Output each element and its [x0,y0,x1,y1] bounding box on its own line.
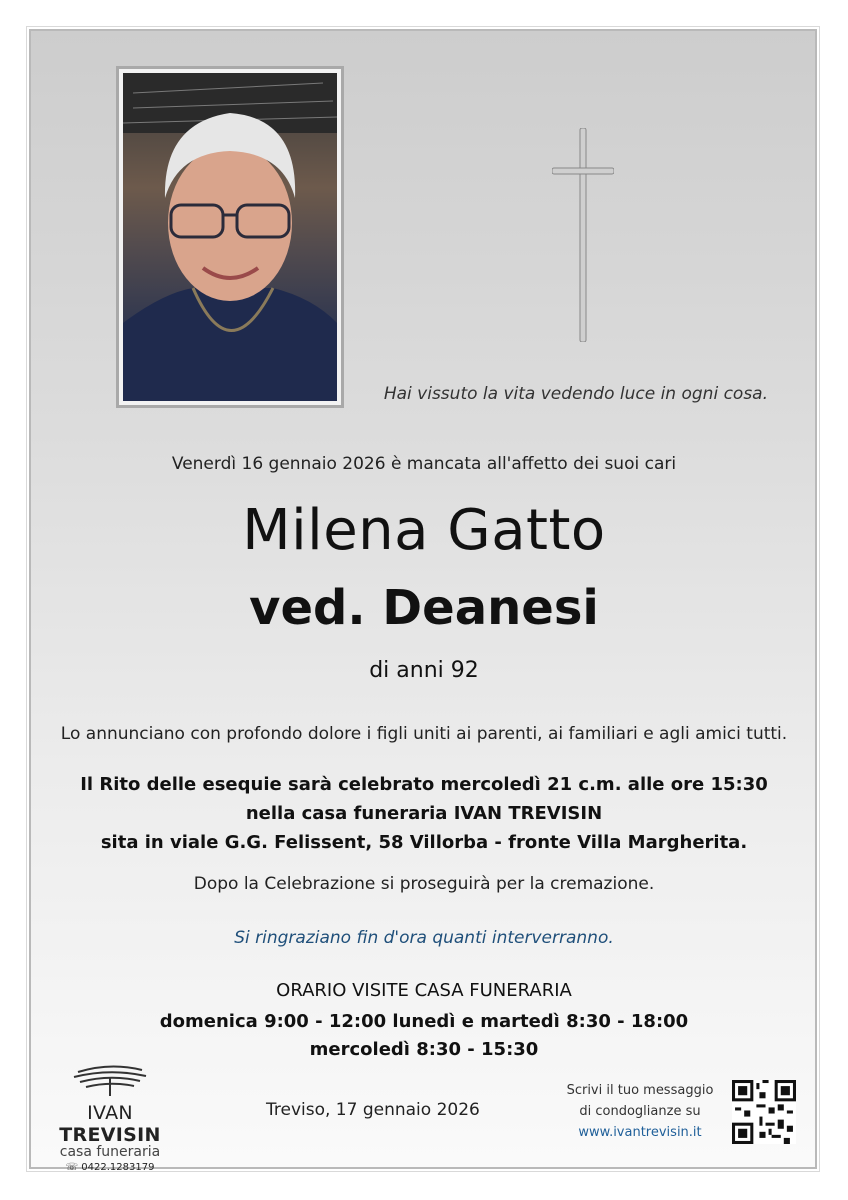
deceased-age: di anni 92 [369,658,479,683]
cross-icon [552,128,614,342]
visiting-hours-title: ORARIO VISITE CASA FUNERARIA [276,980,572,1001]
death-announcement-intro: Venerdì 16 gennaio 2026 è mancata all'affetto dei suoi cari [171,454,677,474]
website-link[interactable]: www.ivantrevisin.it [578,1125,702,1140]
phone: ☏ 0422.1283179 [65,1162,155,1173]
condolence-info [560,1080,720,1143]
place-date: Treviso, 17 gennaio 2026 [266,1100,480,1120]
condolence-text: Scrivi il tuo messaggio [566,1083,714,1098]
rite-line: sita in viale G.G. Felissent, 58 Villorba - fronte Villa Margherita. [100,832,748,853]
family-announcement: Lo annunciano con profondo dolore i figli uniti ai parenti, ai familiari e agli amici tutti. [60,724,788,744]
rite-line: nella casa funeraria IVAN TREVISIN [245,803,603,824]
logo-text: IVAN TREVISIN [59,1102,161,1146]
visiting-hours [0,1008,848,1064]
funeral-rite-details [0,770,848,857]
qr-code-icon[interactable] [732,1080,796,1144]
epitaph-quote: Hai vissuto la vita vedendo luce in ogni cosa. [383,384,768,404]
deceased-name: Milena Gatto [242,498,606,563]
portrait-frame [116,66,344,408]
rite-line: Il Rito delle esequie sarà celebrato mercoledì 21 c.m. alle ore 15:30 [80,774,768,795]
logo-subtitle: casa funeraria [59,1144,161,1160]
funeral-home-logo [40,1062,180,1173]
tree-logo-icon [70,1062,150,1096]
visiting-hours-line: mercoledì 8:30 - 15:30 [309,1039,539,1060]
deceased-married-name: ved. Deanesi [249,580,599,636]
cremation-note: Dopo la Celebrazione si proseguirà per la cremazione. [193,874,655,894]
portrait-photo [123,73,337,401]
visiting-hours-line: domenica 9:00 - 12:00 lunedì e martedì 8:30 - 18:00 [159,1011,689,1032]
thanks-note: Si ringraziano fin d'ora quanti interverranno. [234,928,614,948]
phone-icon: ☏ [65,1162,79,1173]
condolence-text: di condoglianze su [579,1104,701,1119]
